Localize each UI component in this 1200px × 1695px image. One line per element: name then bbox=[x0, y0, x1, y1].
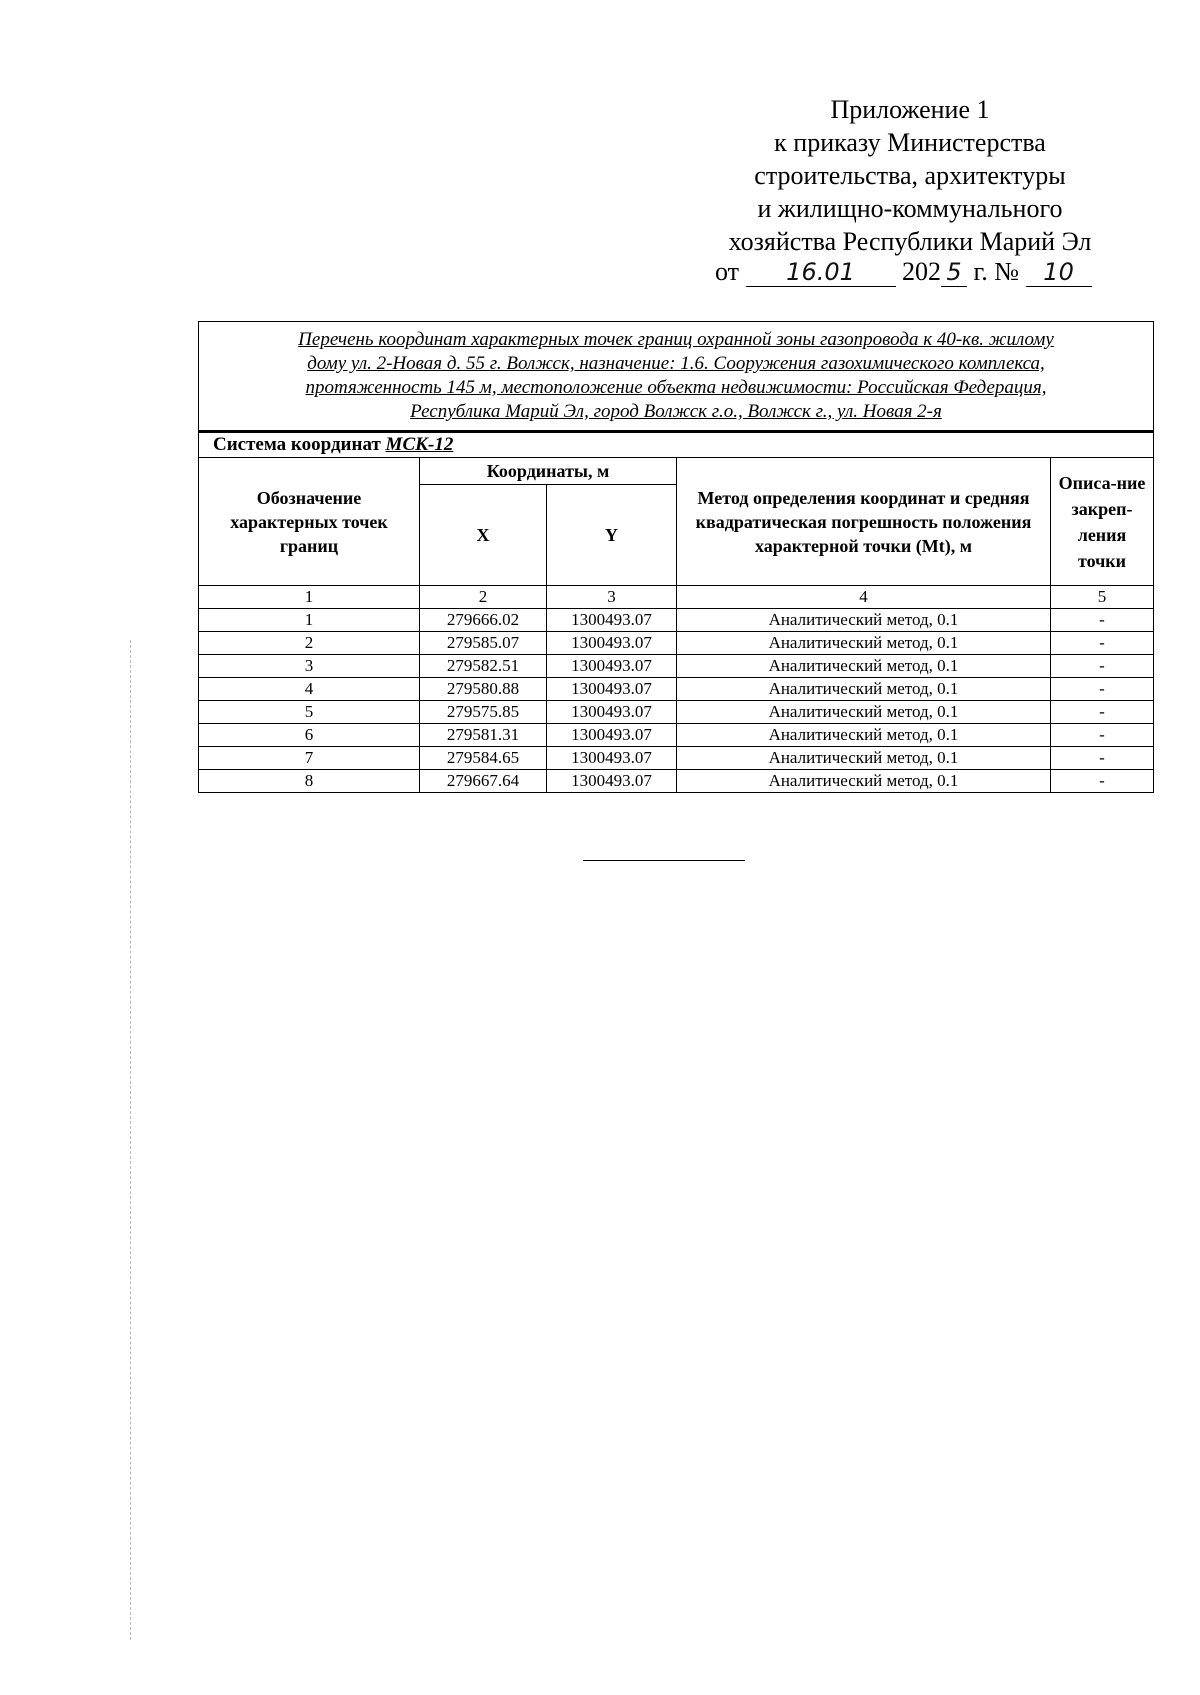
table-title bbox=[199, 322, 1154, 432]
cell-y: 1300493.07 bbox=[547, 632, 677, 655]
cell-description: - bbox=[1051, 609, 1154, 632]
year-prefix: 202 bbox=[902, 257, 942, 286]
header-line: и жилищно-коммунального bbox=[757, 194, 1063, 223]
table-row bbox=[199, 724, 1154, 747]
order-date-line bbox=[715, 257, 1092, 287]
header-coordinates: Координаты, м bbox=[420, 458, 677, 485]
cell-method: Аналитический метод, 0.1 bbox=[677, 724, 1051, 747]
cell-description: - bbox=[1051, 701, 1154, 724]
table-row bbox=[199, 678, 1154, 701]
cell-x: 279580.88 bbox=[420, 678, 547, 701]
cell-y: 1300493.07 bbox=[547, 701, 677, 724]
column-number: 3 bbox=[547, 586, 677, 609]
column-number-row bbox=[199, 586, 1154, 609]
date-prefix: от bbox=[715, 257, 740, 286]
header-line: Приложение 1 bbox=[830, 95, 990, 124]
table-row bbox=[199, 655, 1154, 678]
cell-y: 1300493.07 bbox=[547, 609, 677, 632]
header-line: строительства, архитектуры bbox=[754, 161, 1066, 190]
cell-method: Аналитический метод, 0.1 bbox=[677, 655, 1051, 678]
cell-x: 279575.85 bbox=[420, 701, 547, 724]
cell-x: 279581.31 bbox=[420, 724, 547, 747]
cell-x: 279666.02 bbox=[420, 609, 547, 632]
cell-y: 1300493.07 bbox=[547, 747, 677, 770]
table-row bbox=[199, 747, 1154, 770]
table-row bbox=[199, 770, 1154, 793]
year-digit: 5 bbox=[941, 258, 967, 287]
column-number: 4 bbox=[677, 586, 1051, 609]
header-x: X bbox=[420, 485, 547, 586]
cell-point: 7 bbox=[199, 747, 420, 770]
coordinates-table bbox=[198, 321, 1154, 793]
order-number-value: 10 bbox=[1026, 258, 1092, 287]
column-number: 1 bbox=[199, 586, 420, 609]
cell-method: Аналитический метод, 0.1 bbox=[677, 632, 1051, 655]
header-line: хозяйства Республики Марий Эл bbox=[728, 227, 1092, 256]
table-title-line: Перечень координат характерных точек границ охранной зоны газопровода к 40-кв. жилому bbox=[298, 329, 1054, 350]
scan-margin-line bbox=[130, 640, 131, 1640]
coordinate-system-row bbox=[199, 432, 1154, 458]
table-title-line: протяженность 145 м, местоположение объекта недвижимости: Российская Федерация, bbox=[305, 377, 1047, 398]
cell-description: - bbox=[1051, 655, 1154, 678]
coordinate-system-value: МСК-12 bbox=[385, 434, 454, 455]
cell-description: - bbox=[1051, 724, 1154, 747]
cell-x: 279667.64 bbox=[420, 770, 547, 793]
cell-description: - bbox=[1051, 770, 1154, 793]
cell-x: 279584.65 bbox=[420, 747, 547, 770]
column-number: 2 bbox=[420, 586, 547, 609]
table-row bbox=[199, 609, 1154, 632]
cell-description: - bbox=[1051, 678, 1154, 701]
cell-description: - bbox=[1051, 632, 1154, 655]
header-description: Описа-ние закреп-ления точки bbox=[1051, 458, 1154, 586]
appendix-header bbox=[700, 93, 1120, 258]
cell-y: 1300493.07 bbox=[547, 655, 677, 678]
table-row bbox=[199, 701, 1154, 724]
cell-point: 1 bbox=[199, 609, 420, 632]
header-point: Обозначение характерных точек границ bbox=[199, 458, 420, 586]
header-y: Y bbox=[547, 485, 677, 586]
table-title-line: Республика Марий Эл, город Волжск г.о., Волжск г., ул. Новая 2-я bbox=[410, 401, 942, 422]
header-line: к приказу Министерства bbox=[774, 128, 1046, 157]
closing-divider bbox=[583, 860, 745, 861]
date-value: 16.01 bbox=[746, 258, 896, 287]
table-title-line: дому ул. 2-Новая д. 55 г. Волжск, назначение: 1.6. Сооружения газохимического комплекса, bbox=[307, 353, 1045, 374]
cell-x: 279582.51 bbox=[420, 655, 547, 678]
table-row bbox=[199, 632, 1154, 655]
column-number: 5 bbox=[1051, 586, 1154, 609]
cell-y: 1300493.07 bbox=[547, 678, 677, 701]
cell-point: 2 bbox=[199, 632, 420, 655]
cell-x: 279585.07 bbox=[420, 632, 547, 655]
cell-y: 1300493.07 bbox=[547, 724, 677, 747]
cell-point: 8 bbox=[199, 770, 420, 793]
cell-point: 6 bbox=[199, 724, 420, 747]
cell-method: Аналитический метод, 0.1 bbox=[677, 747, 1051, 770]
cell-point: 3 bbox=[199, 655, 420, 678]
cell-y: 1300493.07 bbox=[547, 770, 677, 793]
cell-method: Аналитический метод, 0.1 bbox=[677, 678, 1051, 701]
header-method: Метод определения координат и средняя квадратическая погрешность положения характерной точки (Mt), м bbox=[677, 458, 1051, 586]
cell-method: Аналитический метод, 0.1 bbox=[677, 701, 1051, 724]
order-number-label: г. № bbox=[973, 257, 1020, 286]
cell-point: 4 bbox=[199, 678, 420, 701]
coordinate-system-label: Система координат bbox=[213, 434, 381, 455]
cell-description: - bbox=[1051, 747, 1154, 770]
cell-point: 5 bbox=[199, 701, 420, 724]
cell-method: Аналитический метод, 0.1 bbox=[677, 609, 1051, 632]
cell-method: Аналитический метод, 0.1 bbox=[677, 770, 1051, 793]
